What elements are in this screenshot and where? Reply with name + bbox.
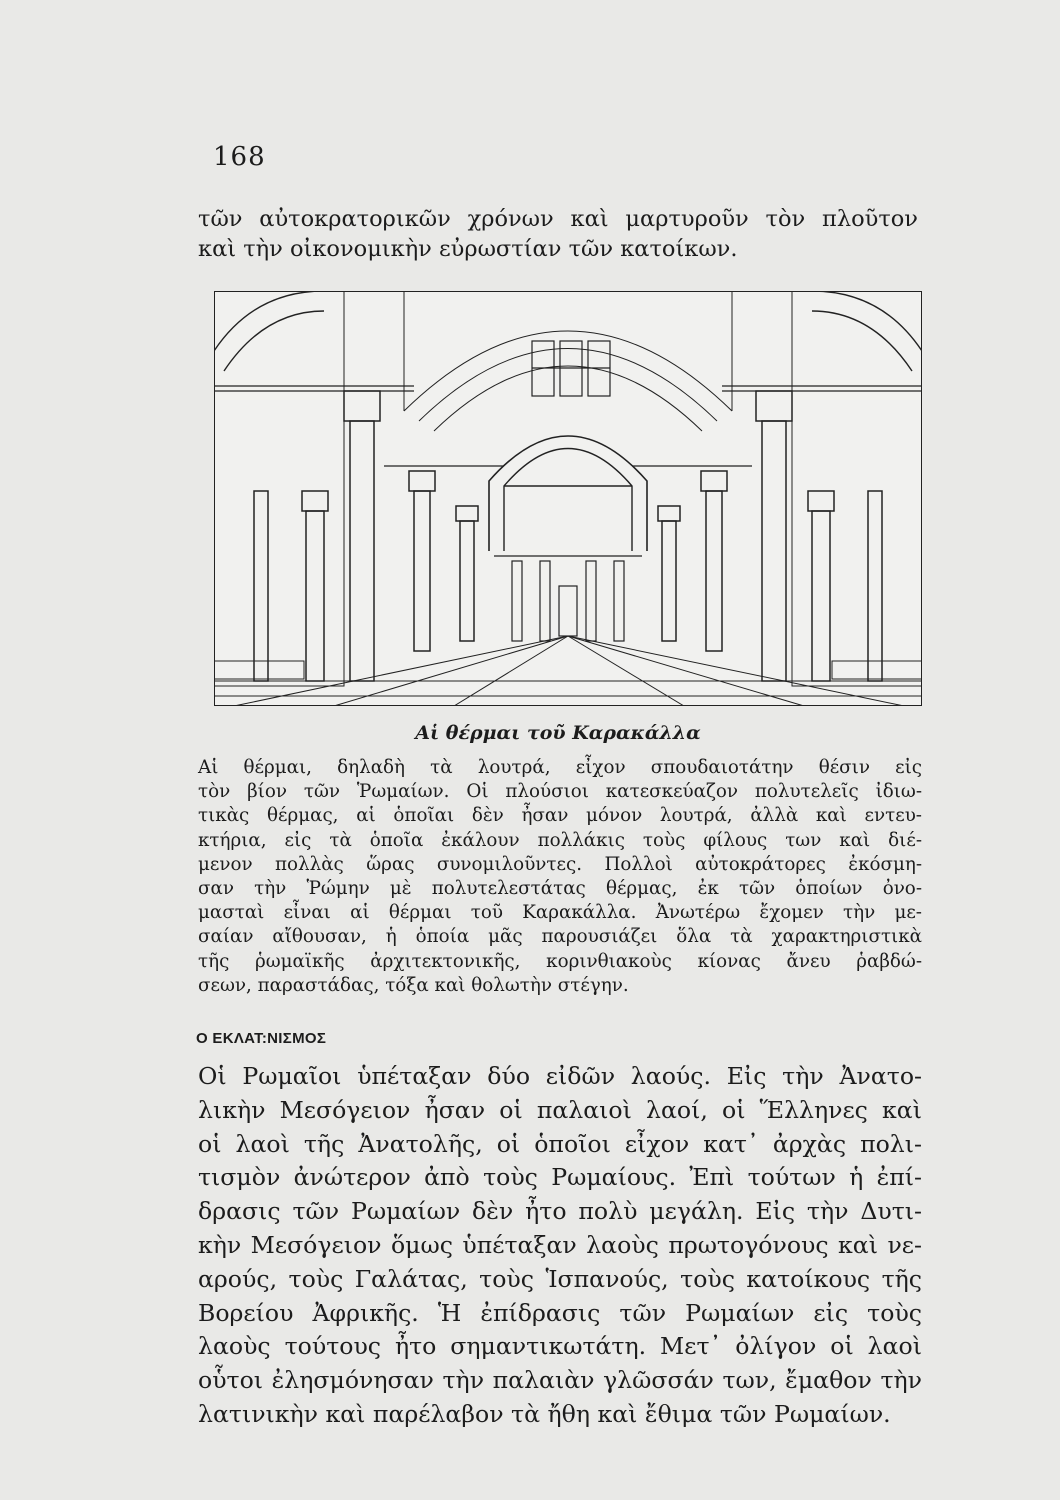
text-line: τικὰς θέρμας, αἱ ὁποῖαι δὲν ἦσαν μόνον λουτρά, ἀλλὰ καὶ εντευ- — [198, 805, 922, 827]
page-number: 168 — [213, 142, 266, 172]
text-line: μενον πολλὰς ὥρας συνομιλοῦντες. Πολλοὶ αὐτοκράτορες ἐκόσμη- — [198, 853, 922, 875]
text-line: καὶ τὴν οἰκονομικὴν εὐρωστίαν τῶν κατοίκων. — [198, 236, 738, 262]
text-line: σαίαν αἴθουσαν, ἡ ὁποία μᾶς παρουσιάζει ὅλα τὰ χαρακτηριστικὰ — [198, 926, 922, 948]
figure-description — [198, 756, 922, 998]
section-heading: Ο ΕΚΛΑΤ:ΝΙΣΜΟΣ — [196, 1030, 327, 1047]
text-line: λατινικὴν καὶ παρέλαβον τὰ ἤθη καὶ ἔθιμα τῶν Ρωμαίων. — [198, 1399, 891, 1428]
text-line: σαν τὴν Ῥώμην μὲ πολυτελεστάτας θέρμας, ἐκ τῶν ὁποίων ὀνο- — [198, 878, 922, 900]
text-line: αρούς, τοὺς Γαλάτας, τοὺς Ἱσπανούς, τοὺς κατοίκους τῆς — [198, 1264, 922, 1293]
text-line: τισμὸν ἀνώτερον ἀπὸ τοὺς Ρωμαίους. Ἐπὶ τούτων ἡ ἐπί- — [198, 1163, 922, 1192]
section-body — [198, 1060, 922, 1432]
text-line: δρασις τῶν Ρωμαίων δὲν ἦτο πολὺ μεγάλη. Εἰς τὴν Δυτι- — [198, 1197, 922, 1226]
text-line: μασταὶ εἶναι αἱ θέρμαι τοῦ Καρακάλλα. Ἀνωτέρω ἔχομεν τὴν με- — [198, 902, 922, 924]
text-line: σεων, παραστάδας, τόξα καὶ θολωτὴν στέγην. — [198, 974, 629, 996]
figure-caption: Αἱ θέρμαι τοῦ Καρακάλλα — [415, 722, 701, 744]
text-line: τὸν βίον τῶν Ῥωμαίων. Οἱ πλούσιοι κατεσκεύαζον πολυτελεῖς ἰδιω- — [198, 781, 922, 803]
text-line: κτήρια, εἰς τὰ ὁποῖα ἐκάλουν πολλάκις τοὺς φίλους των καὶ διέ- — [198, 829, 922, 851]
text-line: Οἱ Ρωμαῖοι ὑπέταξαν δύο εἰδῶν λαούς. Εἰς τὴν Ἀνατο- — [198, 1062, 922, 1090]
text-line: λαοὺς τούτους ἦτο σημαντικωτάτη. Μετ᾽ ὀλίγον οἱ λαοὶ — [198, 1332, 922, 1361]
text-line: Βορείου Ἀφρικῆς. Ἡ ἐπίδρασις τῶν Ρωμαίων εἰς τοὺς — [198, 1298, 922, 1327]
text-line: κὴν Μεσόγειον ὅμως ὑπέταξαν λαοὺς πρωτογόνους καὶ νε- — [198, 1230, 922, 1259]
baths-of-caracalla-illustration — [214, 291, 922, 706]
text-line: Αἱ θέρμαι, δηλαδὴ τὰ λουτρά, εἶχον σπουδαιοτάτην θέσιν εἰς — [198, 757, 922, 778]
text-line: οἱ λαοὶ τῆς Ἀνατολῆς, οἱ ὁποῖοι εἶχον κατ᾽ ἀρχὰς πολι- — [198, 1129, 922, 1158]
text-line: οὗτοι ἐλησμόνησαν τὴν παλαιὰν γλῶσσάν των, ἔμαθον τὴν — [198, 1366, 922, 1395]
text-line: λικὴν Μεσόγειον ἦσαν οἱ παλαιοὶ λαοί, οἱ Ἕλληνες καὶ — [198, 1095, 922, 1124]
intro-paragraph — [198, 204, 918, 264]
text-line: τῆς ῥωμαϊκῆς ἀρχιτεκτονικῆς, κορινθιακοὺς κίονας ἄνευ ῥαβδώ- — [198, 950, 922, 972]
text-line: τῶν αὐτοκρατορικῶν χρόνων καὶ μαρτυροῦν τὸν πλοῦτον — [198, 206, 918, 232]
